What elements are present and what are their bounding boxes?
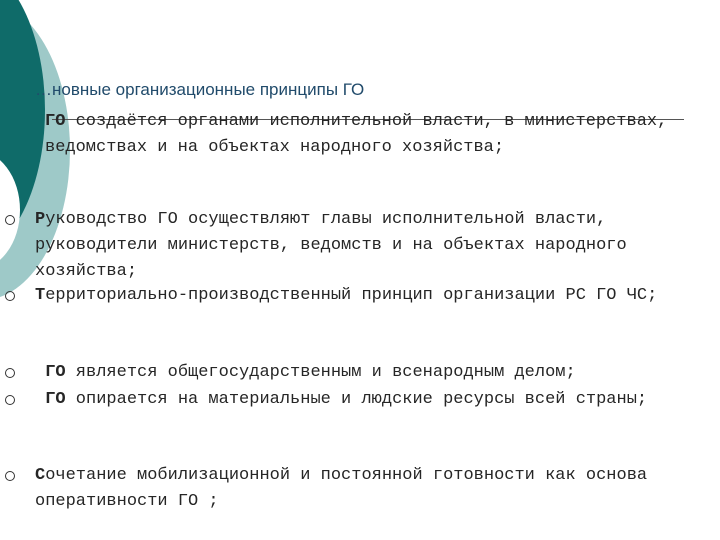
- bullet-text: опирается на материальные и людские ресурсы всей страны;: [65, 390, 648, 409]
- ring-bullet-icon: [5, 368, 15, 378]
- ring-bullet-icon: [5, 395, 15, 405]
- bullet-lead: ГО: [35, 390, 66, 409]
- bullet-text: очетание мобилизационной и постоянной готовности как основа оперативности ГО ;: [35, 466, 648, 511]
- slide-title: …новные организационные принципы ГО: [35, 80, 365, 99]
- bullet-item-3: [35, 283, 703, 309]
- bullet-text: уководство ГО осуществляют главы исполнительной власти, руководители министерств, ведомств и на объектах народного хозяйства;: [35, 210, 627, 281]
- bullet-text: создаётся органами исполнительной власти, в министерствах, ведомствах и на объектах народного хозяйства;: [45, 112, 668, 157]
- bullet-lead: С: [35, 466, 46, 485]
- bullet-lead: ГО: [35, 363, 66, 382]
- ring-bullet-icon: [5, 215, 15, 225]
- bullet-text: является общегосударственным и всенародным делом;: [65, 363, 576, 382]
- bullet-item-6: [35, 463, 703, 515]
- bullet-lead: Т: [35, 286, 46, 305]
- bullet-item-1: [45, 109, 685, 161]
- bullet-item-2: [35, 207, 703, 285]
- bullet-item-4: [35, 360, 703, 386]
- bullet-lead: Р: [35, 210, 46, 229]
- bullet-lead: ГО: [45, 112, 66, 131]
- bullet-text: ерриториально-производственный принцип организации РС ГО ЧС;: [45, 286, 658, 305]
- ring-bullet-icon: [5, 471, 15, 481]
- ring-bullet-icon: [5, 291, 15, 301]
- bullet-item-5: [35, 387, 703, 413]
